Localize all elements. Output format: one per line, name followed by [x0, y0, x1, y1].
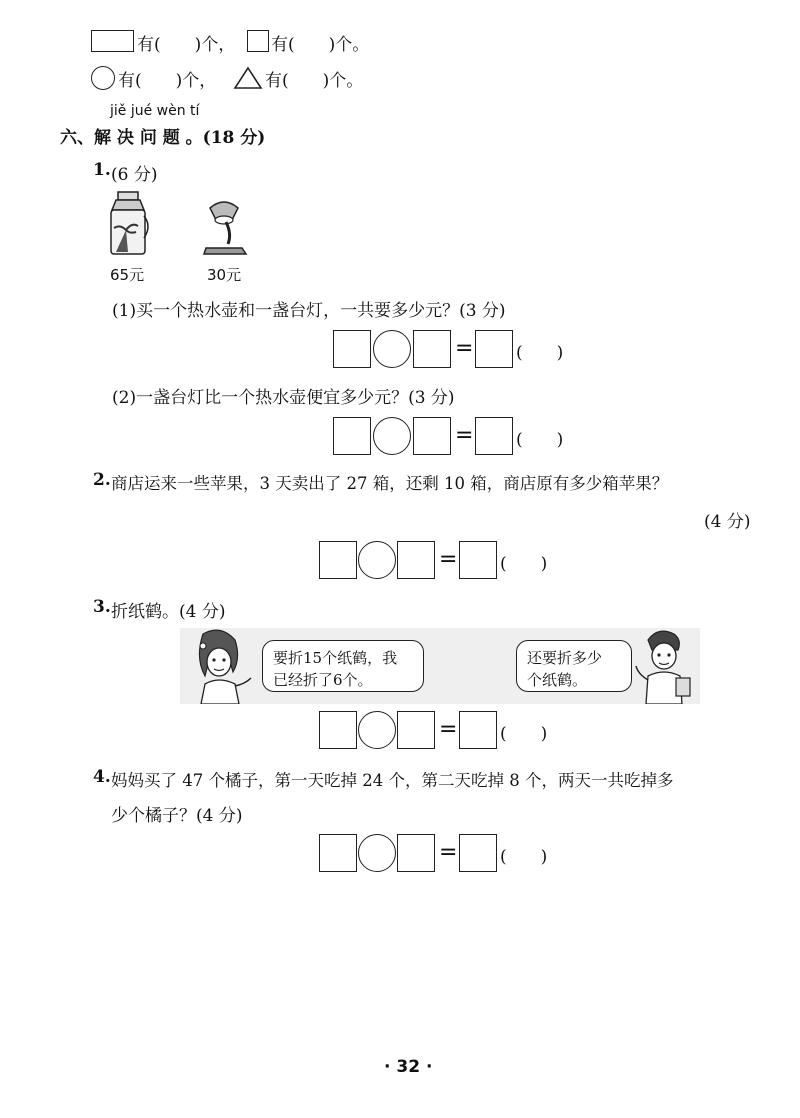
triangle-count-text: 有( )个。 [265, 71, 364, 91]
answer-box[interactable] [319, 711, 357, 749]
operator-circle[interactable] [358, 541, 396, 579]
desk-lamp-image [202, 198, 248, 258]
result-box[interactable] [459, 834, 497, 872]
boy-speech-line1: 还要折多少 [527, 649, 603, 667]
unit-parenthesis[interactable]: ( ) [500, 724, 548, 744]
q2-score: (4 分) [704, 512, 751, 532]
answer-box[interactable] [397, 711, 435, 749]
page-number: · 32 · [384, 1057, 433, 1077]
answer-box[interactable] [333, 417, 371, 455]
boy-illustration [632, 626, 696, 704]
answer-box[interactable] [413, 330, 451, 368]
q2-number: 2. [93, 470, 111, 490]
square-count-text: 有( )个。 [271, 35, 370, 55]
q1-number: 1. [93, 160, 111, 180]
unit-parenthesis[interactable]: ( ) [500, 847, 548, 867]
q2-text: 商店运来一些苹果，3 天卖出了 27 箱，还剩 10 箱，商店原有多少箱苹果？ [111, 474, 669, 493]
thermos-price: 65元 [110, 266, 145, 284]
q1-score: (6 分) [111, 165, 158, 185]
q4-text-line2: 少个橘子？(4 分) [111, 806, 243, 826]
circle-count-text: 有( )个， [118, 71, 217, 91]
answer-box[interactable] [397, 541, 435, 579]
q1-sub2-text: (2)一盏台灯比一个热水壶便宜多少元？(3 分) [112, 388, 455, 408]
girl-illustration [183, 628, 253, 704]
q1-sub1-text: (1)买一个热水壶和一盏台灯，一共要多少元？(3 分) [112, 301, 506, 321]
result-box[interactable] [459, 541, 497, 579]
equals-sign: = [439, 547, 458, 572]
q4-number: 4. [93, 767, 111, 787]
section-pinyin: jiě jué wèn tí [110, 103, 200, 119]
answer-box[interactable] [413, 417, 451, 455]
equals-sign: = [455, 423, 474, 448]
unit-parenthesis[interactable]: ( ) [516, 430, 564, 450]
triangle-shape [233, 66, 263, 90]
result-box[interactable] [475, 330, 513, 368]
rectangle-count-text: 有( )个， [137, 35, 236, 55]
boy-speech-line2: 个纸鹤。 [527, 671, 588, 689]
girl-speech-bubble [262, 640, 424, 692]
lamp-price: 30元 [207, 266, 242, 284]
q3-text: 折纸鹤。(4 分) [111, 602, 226, 622]
thermos-image [106, 190, 150, 258]
operator-circle[interactable] [373, 417, 411, 455]
operator-circle[interactable] [358, 711, 396, 749]
square-shape [247, 30, 269, 52]
unit-parenthesis[interactable]: ( ) [500, 554, 548, 574]
answer-box[interactable] [319, 834, 357, 872]
q4-text-line1: 妈妈买了 47 个橘子，第一天吃掉 24 个，第二天吃掉 8 个，两天一共吃掉多 [111, 771, 674, 790]
answer-box[interactable] [319, 541, 357, 579]
unit-parenthesis[interactable]: ( ) [516, 343, 564, 363]
equals-sign: = [455, 336, 474, 361]
answer-box[interactable] [333, 330, 371, 368]
answer-box[interactable] [397, 834, 435, 872]
result-box[interactable] [475, 417, 513, 455]
section-title: 六、解 决 问 题 。(18 分) [60, 128, 266, 148]
boy-speech-bubble [516, 640, 632, 692]
equals-sign: = [439, 717, 458, 742]
rectangle-shape [91, 30, 134, 52]
q3-number: 3. [93, 597, 111, 617]
result-box[interactable] [459, 711, 497, 749]
girl-speech-line1: 要折15个纸鹤，我 [273, 649, 398, 667]
girl-speech-line2: 已经折了6个。 [273, 671, 373, 689]
circle-shape [91, 66, 115, 90]
equals-sign: = [439, 840, 458, 865]
operator-circle[interactable] [373, 330, 411, 368]
operator-circle[interactable] [358, 834, 396, 872]
